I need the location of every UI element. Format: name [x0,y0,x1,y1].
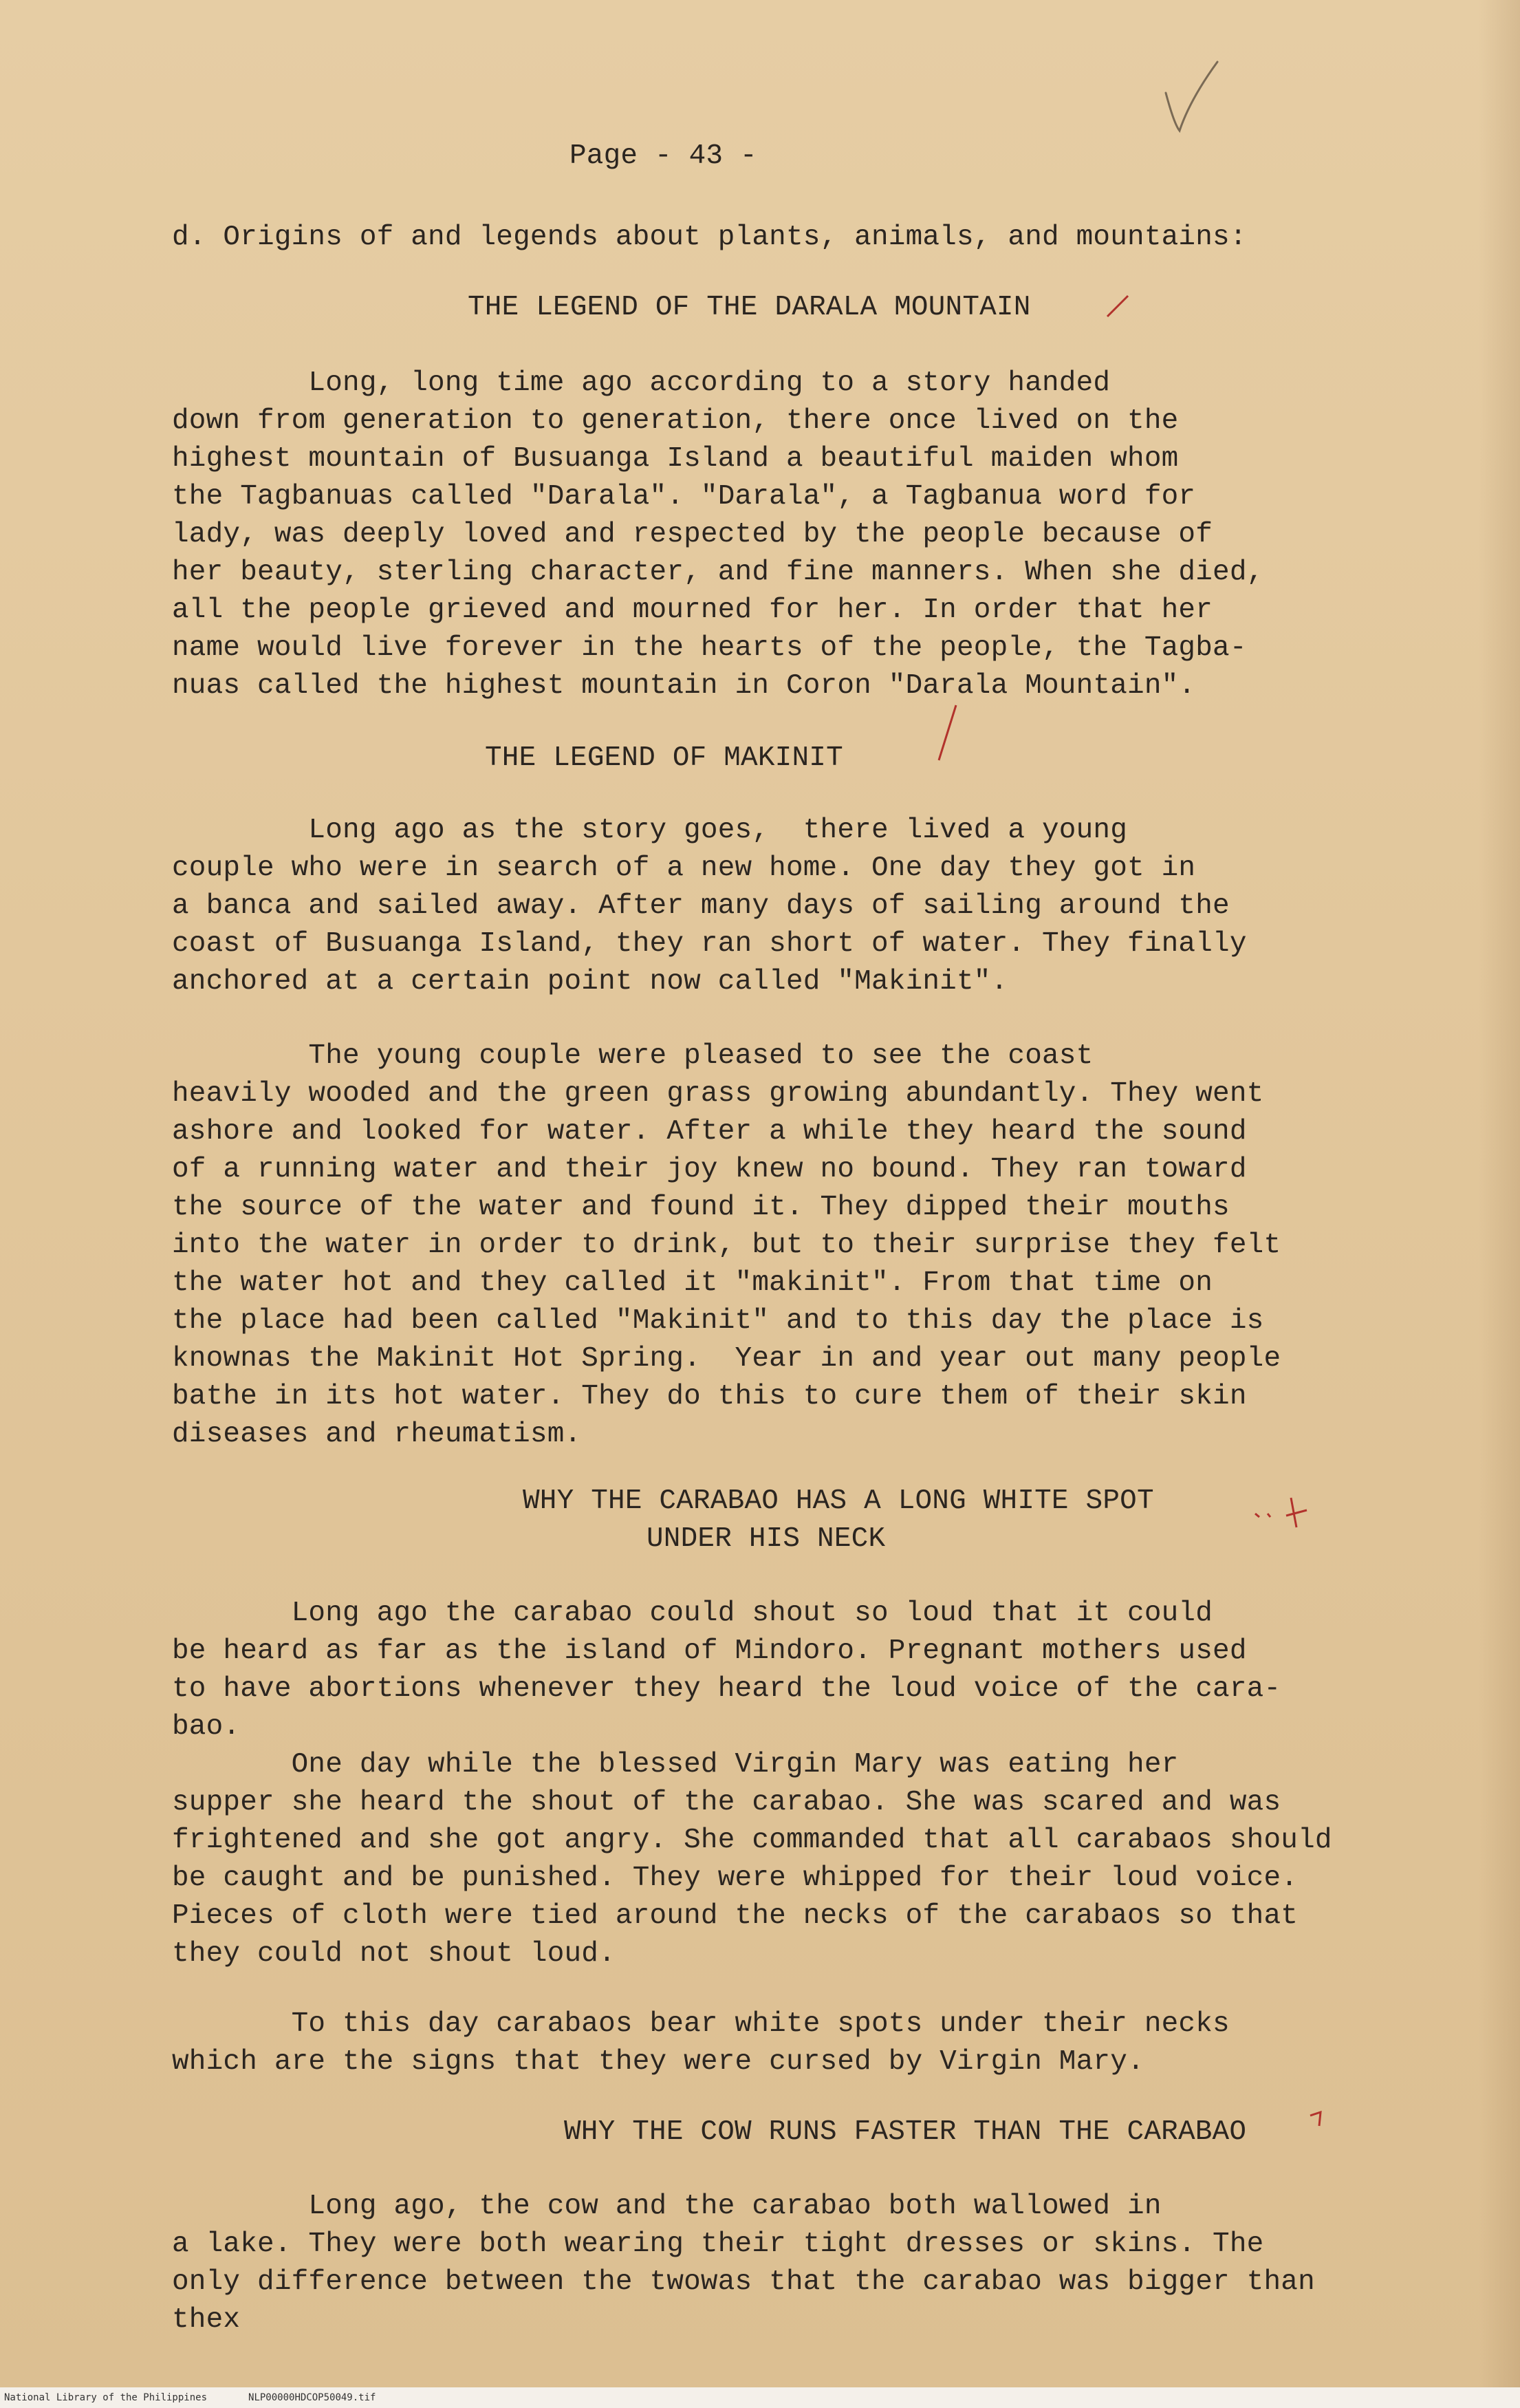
text-line: diseases and rheumatism. [172,1419,582,1450]
text-line: the Tagbanuas called "Darala". "Darala", a Tagbanua word for [172,481,1196,513]
text-line: into the water in order to drink, but to their surprise they felt [172,1229,1281,1261]
text-line: heavily wooded and the green grass growing abundantly. They went [172,1078,1264,1110]
text-line: The young couple were pleased to see the coast [172,1040,1094,1072]
text-line: To this day carabaos bear white spots under their necks [172,2008,1230,2040]
text-line: name would live forever in the hearts of the people, the Tagba- [172,632,1247,664]
legend-title-carabao-spot: WHY THE CARABAO HAS A LONG WHITE SPOT [523,1485,1154,1517]
text-line: Long ago the carabao could shout so loud that it could [172,1598,1213,1629]
text-line: down from generation to generation, there once lived on the [172,405,1179,437]
legend-title-makinit: THE LEGEND OF MAKINIT [485,742,843,774]
text-line: a lake. They were both wearing their tight dresses or skins. The [172,2228,1264,2260]
red-tick-icon [1248,1490,1324,1531]
text-line: be heard as far as the island of Mindoro. Pregnant mothers used [172,1635,1247,1667]
text-line: highest mountain of Busuanga Island a beautiful maiden whom [172,443,1179,475]
text-line: all the people grieved and mourned for her. In order that her [172,594,1213,626]
text-line: supper she heard the shout of the carabao. She was scared and was [172,1787,1281,1818]
text-line: frightened and she got angry. She commanded that all carabaos should [172,1825,1332,1856]
text-line: Pieces of cloth were tied around the necks of the carabaos so that [172,1900,1299,1932]
text-line: ashore and looked for water. After a while they heard the sound [172,1116,1247,1148]
text-line: of a running water and their joy knew no bound. They ran toward [172,1154,1247,1185]
text-line: the water hot and they called it "makinit". From that time on [172,1267,1213,1299]
checkmark-pencil-icon [1159,58,1221,134]
red-tick-icon [1104,292,1131,320]
text-line: couple who were in search of a new home. One day they got in [172,852,1196,884]
text-line: they could not shout loud. [172,1938,616,1970]
text-line: Long ago, the cow and the carabao both wallowed in [172,2191,1162,2222]
section-heading: d. Origins of and legends about plants, animals, and mountains: [172,222,1247,253]
text-line: anchored at a certain point now called "Makinit". [172,966,1008,998]
red-tick-icon [1307,2109,1327,2129]
scan-footer [0,2387,1520,2408]
legend-title-cow-carabao: WHY THE COW RUNS FASTER THAN THE CARABAO [564,2116,1247,2148]
text-line: her beauty, sterling character, and fine manners. When she died, [172,557,1264,588]
text-line: nuas called the highest mountain in Coron "Darala Mountain". [172,670,1196,702]
text-line: One day while the blessed Virgin Mary was eating her [172,1749,1179,1781]
text-line: the place had been called "Makinit" and to this day the place is [172,1305,1264,1337]
text-line: be caught and be punished. They were whipped for their loud voice. [172,1862,1299,1894]
library-credit: National Library of the Philippines [4,2392,208,2403]
legend-title-darala: THE LEGEND OF THE DARALA MOUNTAIN [468,292,1031,323]
page-number: Page - 43 - [569,140,757,172]
text-line: bao. [172,1711,241,1743]
text-line: Long, long time ago according to a story handed [172,367,1111,399]
legend-title-carabao-spot-line2: UNDER HIS NECK [647,1523,886,1555]
red-tick-icon [935,702,963,764]
text-line: the source of the water and found it. They dipped their mouths [172,1192,1230,1223]
text-line: Long ago as the story goes, there lived a young [172,815,1128,846]
text-line: bathe in its hot water. They do this to cure them of their skin [172,1381,1247,1412]
text-line: a banca and sailed away. After many days of sailing around the [172,890,1230,922]
text-line: only difference between the twowas that the carabao was bigger than [172,2266,1315,2298]
text-line: to have abortions whenever they heard the loud voice of the cara- [172,1673,1281,1705]
text-line: thex [172,2304,241,2336]
text-line: coast of Busuanga Island, they ran short of water. They finally [172,928,1247,960]
text-line: which are the signs that they were cursed by Virgin Mary. [172,2046,1144,2078]
text-line: knownas the Makinit Hot Spring. Year in and year out many people [172,1343,1281,1375]
text-line: lady, was deeply loved and respected by the people because of [172,519,1213,550]
file-id: NLP00000HDCOP50049.tif [248,2392,376,2403]
